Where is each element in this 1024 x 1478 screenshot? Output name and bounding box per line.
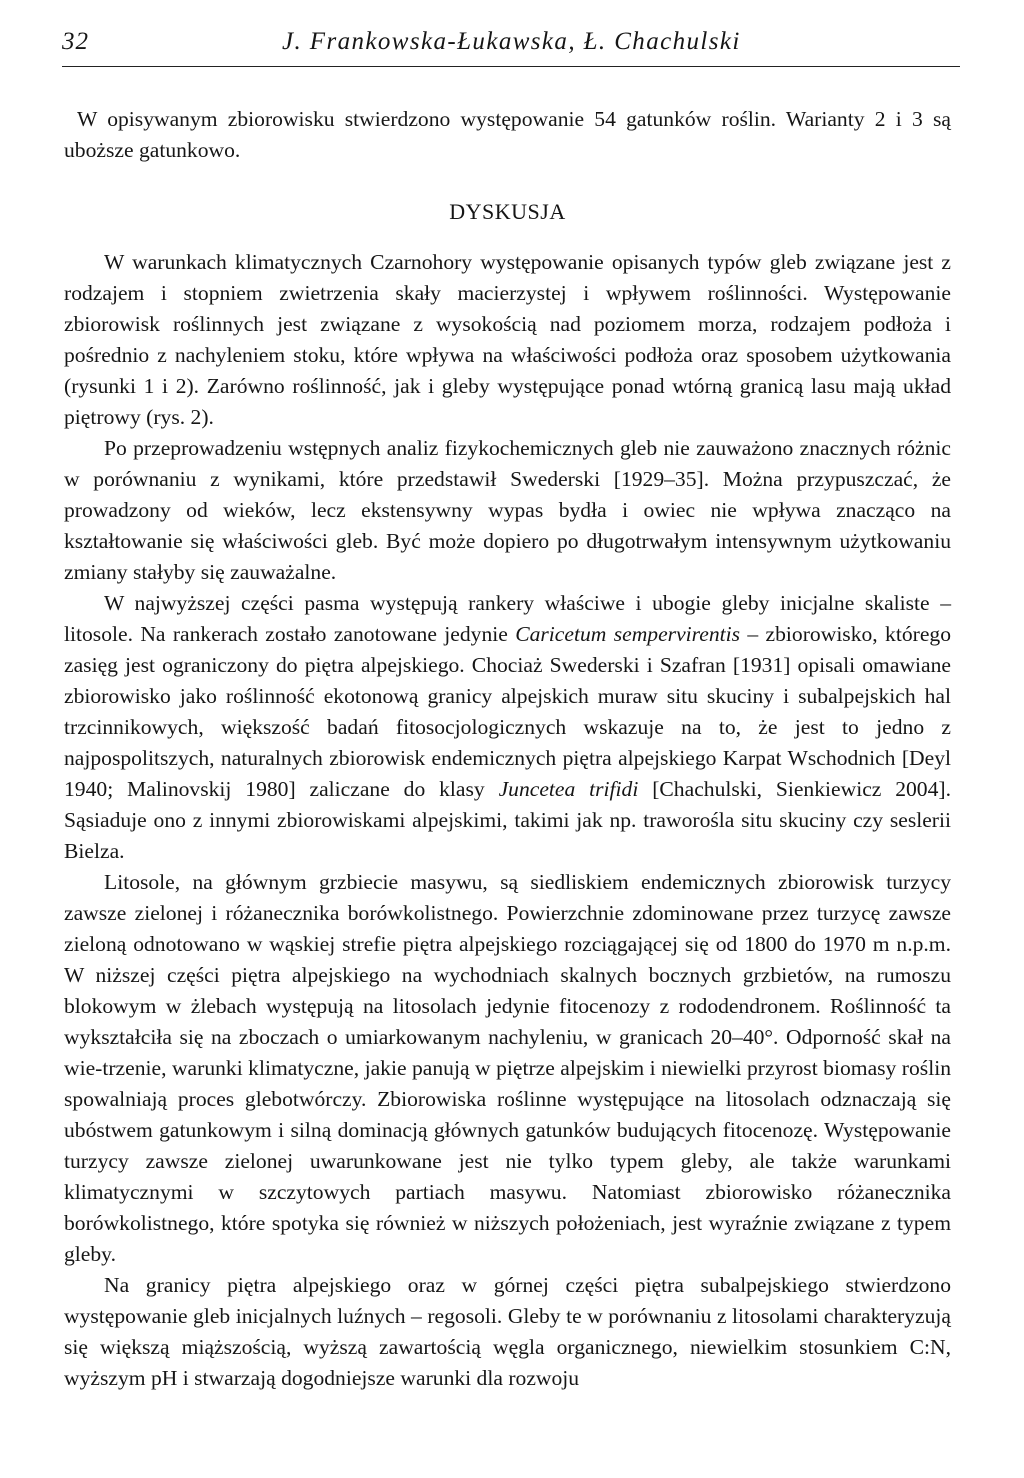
species-name-italic: Caricetum sempervirentis [515,622,741,646]
body-paragraph: Litosole, na głównym grzbiecie masywu, są siedliskiem endemicznych zbiorowisk turzycy zawsze zielonej i różanecznika borówkolistnego. Powierzchnie zdominowane przez turzycę zawsze zieloną odnotowano w wąskiej strefie piętra alpejskiego rozciągającej się od 1800 do 1970 m n.p.m. W niższej części piętra alpejskiego na wychodniach skalnych bocznych grzbietów, na rumoszu blokowym w żlebach występują na litosolach jedynie fitocenozy z rododendronem. Roślinność ta wykształciła się na zboczach o umiarkowanym nachyleniu, w granicach 20–40°. Odporność skał na wie-trzenie, warunki klimatyczne, jakie panują w piętrze alpejskim i niewielki przyrost biomasy roślin spowalniają proces glebotwórczy. Zbiorowiska roślinne występujące na litosolach odznaczają się ubóstwem gatunkowym i silną dominacją głównych gatunków budujących fitocenozę. Występowanie turzycy zawsze zielonej uwarunkowane jest nie tylko typem gleby, ale także warunkami klimatycznymi w szczytowych partiach masywu. Natomiast zbiorowisko różanecznika borówkolistnego, które spotyka się również w niższych położeniach, jest wyraźnie związane z typem gleby. [64,870,951,1266]
body-text: [Chachulski, Sienkiewicz 2004]. Sąsiaduje ono z innymi zbiorowiskami alpejskimi, takimi jak np. traworośla situ skuciny czy seslerii Bielza. [64,777,951,863]
page-number: 32 [62,28,89,55]
body-paragraph: Po przeprowadzeniu wstępnych analiz fizykochemicznych gleb nie zauważono znacznych różnic w porównaniu z wynikami, które przedstawił Swederski [1929–35]. Można przypuszczać, że prowadzony od wieków, lecz ekstensywny wypas bydła i owiec nie wpływa znacząco na kształtowanie się właściwości gleb. Być może dopiero po długotrwałym intensywnym użytkowaniu zmiany stałyby się zauważalne. [64,436,951,584]
intro-paragraph: W opisywanym zbiorowisku stwierdzono występowanie 54 gatunków roślin. Warianty 2 i 3 są uboższe gatunkowo. [64,107,951,162]
body-text: – zbiorowisko, którego zasięg jest ograniczony do piętra alpejskiego. Chociaż Swederski i Szafran [1931] opisali omawiane zbiorowisko jako roślinność ekotonową granicy alpejskich muraw situ skuciny i subalpejskich hal trzcinnikowych, większość badań fitosocjologicznych wskazuje na to, że jest to jedno z najpospolitszych, naturalnych zbiorowisk endemicznych piętra alpejskiego Karpat Wschodnich [Deyl 1940; Malinovskij 1980] zaliczane do klasy [64,622,952,801]
class-name-italic: Juncetea trifidi [498,777,639,801]
body-paragraph: W warunkach klimatycznych Czarnohory występowanie opisanych typów gleb związane jest z rodzajem i stopniem zwietrzenia skały macierzystej i wpływem roślinności. Występowanie zbiorowisk roślinnych jest związane z wysokością nad poziomem morza, rodzajem podłoża i pośrednio z nachyleniem stoku, które wpływa na właściwości podłoża oraz sposobem użytkowania (rysunki 1 i 2). Zarówno roślinność, jak i gleby występujące ponad wtórną granicą lasu mają układ piętrowy (rys. 2). [64,250,951,429]
body-paragraph: Na granicy piętra alpejskiego oraz w górnej części piętra subalpejskiego stwierdzono występowanie gleb inicjalnych luźnych – regosoli. Gleby te w porównaniu z litosolami charakteryzują się większą miąższością, wyższą zawartością węgla organicznego, niewielkim stosunkiem C:N, wyższym pH i stwarzają dogodniejsze warunki dla rozwoju [64,1273,951,1390]
body-paragraph [64,588,951,867]
article-body [64,104,951,1394]
body-text: W najwyższej części pasma występują rankery właściwe i ubogie gleby inicjalne skaliste – litosole. Na rankerach zostało zanotowane jedynie [64,591,951,646]
running-head: J. Frankowska-Łukawska, Ł. Chachulski [282,28,741,55]
section-heading: DYSKUSJA [449,199,566,224]
page-header [62,20,960,67]
